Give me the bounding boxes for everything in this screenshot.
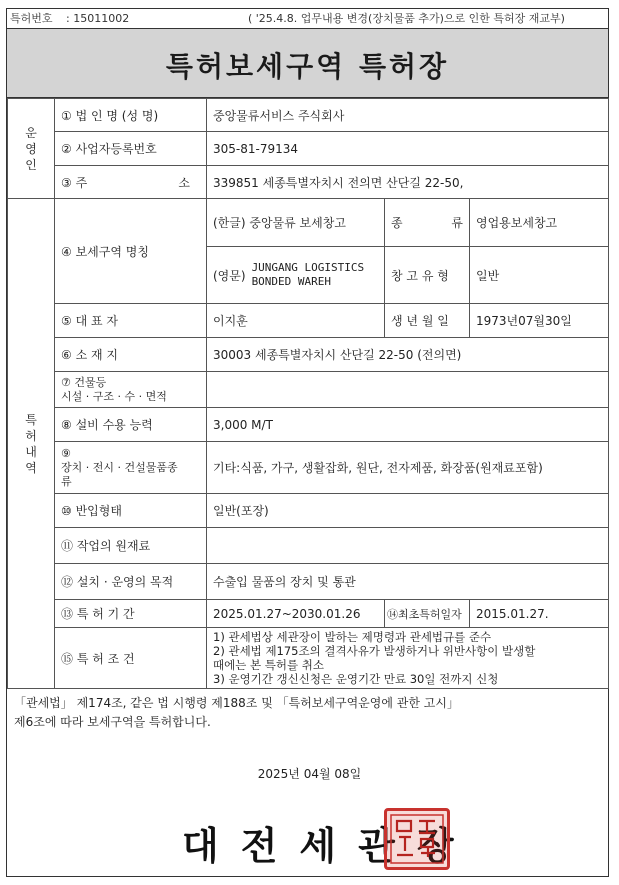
table-row bbox=[8, 628, 609, 689]
carry-in-label: ⑩ 반입형태 bbox=[55, 494, 207, 528]
capacity-value: 3,000 M/T bbox=[207, 408, 609, 442]
zone-name-label: ④ 보세구역 명칭 bbox=[55, 199, 207, 304]
table-row bbox=[8, 600, 609, 628]
condition-line: 때에는 본 특허를 취소 bbox=[213, 658, 324, 672]
revision-note: ( '25.4.8. 업무내용 변경(장치물품 추가)으로 인한 특허장 재교부) bbox=[248, 12, 565, 25]
statement-line: 「관세법」 제174조, 같은 법 시행령 제188조 및 「특허보세구역운영에 관한 고시」 bbox=[14, 696, 459, 710]
corp-name-label: ① 법 인 명 (성 명) bbox=[55, 99, 207, 132]
patent-number-value: : 15011002 bbox=[66, 12, 130, 25]
warehouse-type-value: 일반 bbox=[470, 247, 609, 304]
table-row bbox=[8, 372, 609, 408]
page-title: 특허보세구역 특허장 bbox=[165, 50, 450, 83]
address-value: 339851 세종특별자치시 전의면 산단길 22-50, bbox=[207, 166, 609, 199]
dob-value: 1973년07월30일 bbox=[470, 304, 609, 338]
dob-label: 생 년 월 일 bbox=[385, 304, 470, 338]
table-row bbox=[8, 494, 609, 528]
official-seal-icon bbox=[384, 808, 450, 870]
first-date-label: ⑭최초특허일자 bbox=[385, 600, 470, 628]
first-date-value: 2015.01.27. bbox=[470, 600, 609, 628]
rep-label: ⑤ 대 표 자 bbox=[55, 304, 207, 338]
table-row bbox=[8, 199, 609, 247]
title-bar bbox=[7, 28, 608, 98]
purpose-value: 수출입 물품의 장치 및 통관 bbox=[207, 564, 609, 600]
capacity-label: ⑧ 설비 수용 능력 bbox=[55, 408, 207, 442]
table-row bbox=[8, 132, 609, 166]
building-value bbox=[207, 372, 609, 408]
biz-no-value: 305-81-79134 bbox=[207, 132, 609, 166]
table-row bbox=[8, 166, 609, 199]
conditions-label: ⑮ 특 허 조 건 bbox=[55, 628, 207, 689]
rep-value: 이지훈 bbox=[207, 304, 385, 338]
goods-label: ⑨ 장치 · 전시 · 건설물품종 류 bbox=[55, 442, 207, 494]
biz-no-label: ② 사업자등록번호 bbox=[55, 132, 207, 166]
purpose-label: ⑫ 설치 · 운영의 목적 bbox=[55, 564, 207, 600]
condition-line: 3) 운영기간 갱신신청은 운영기간 만료 30일 전까지 신청 bbox=[213, 672, 499, 686]
patent-table bbox=[7, 98, 609, 689]
kind-value: 영업용보세창고 bbox=[470, 199, 609, 247]
statement-line: 제6조에 따라 보세구역을 특허합니다. bbox=[14, 715, 211, 729]
operator-section-label: 운 영 인 bbox=[8, 99, 55, 199]
period-value: 2025.01.27~2030.01.26 bbox=[207, 600, 385, 628]
legal-statement bbox=[14, 694, 599, 732]
issue-date: 2025년 04월 08일 bbox=[257, 767, 362, 781]
warehouse-type-label: 창 고 유 형 bbox=[385, 247, 470, 304]
condition-line: 1) 관세법상 세관장이 발하는 제명령과 관세법규를 준수 bbox=[213, 630, 492, 644]
raw-material-value bbox=[207, 528, 609, 564]
conditions-value bbox=[207, 628, 609, 689]
patent-number bbox=[10, 10, 129, 26]
issuing-office: 대전세관장 bbox=[182, 823, 476, 868]
table-row bbox=[8, 408, 609, 442]
table-row bbox=[8, 442, 609, 494]
location-label: ⑥ 소 재 지 bbox=[55, 338, 207, 372]
period-label: ⑬ 특 허 기 간 bbox=[55, 600, 207, 628]
zone-name-en: (영문) JUNGANG LOGISTICS BONDED WAREH bbox=[207, 247, 385, 304]
location-value: 30003 세종특별자치시 산단길 22-50 (전의면) bbox=[207, 338, 609, 372]
raw-material-label: ⑪ 작업의 원재료 bbox=[55, 528, 207, 564]
table-row bbox=[8, 564, 609, 600]
kind-label: 종 류 bbox=[385, 199, 470, 247]
table-row bbox=[8, 338, 609, 372]
patent-section-label: 특 허 내 역 bbox=[8, 199, 55, 689]
table-row bbox=[8, 304, 609, 338]
corp-name-value: 중앙물류서비스 주식회사 bbox=[207, 99, 609, 132]
patent-number-label: 특허번호 bbox=[10, 12, 53, 25]
condition-line: 2) 관세법 제175조의 결격사유가 발생하거나 위반사항이 발생할 bbox=[213, 644, 536, 658]
goods-value: 기타:식품, 가구, 생활잡화, 원단, 전자제품, 화장품(원재료포함) bbox=[207, 442, 609, 494]
table-row bbox=[8, 528, 609, 564]
zone-name-kr: (한글) 중앙물류 보세창고 bbox=[207, 199, 385, 247]
carry-in-value: 일반(포장) bbox=[207, 494, 609, 528]
table-row bbox=[8, 99, 609, 132]
building-label: ⑦ 건물등 시설 · 구조 · 수 · 면적 bbox=[55, 372, 207, 408]
address-label: ③ 주 소 bbox=[55, 166, 207, 199]
